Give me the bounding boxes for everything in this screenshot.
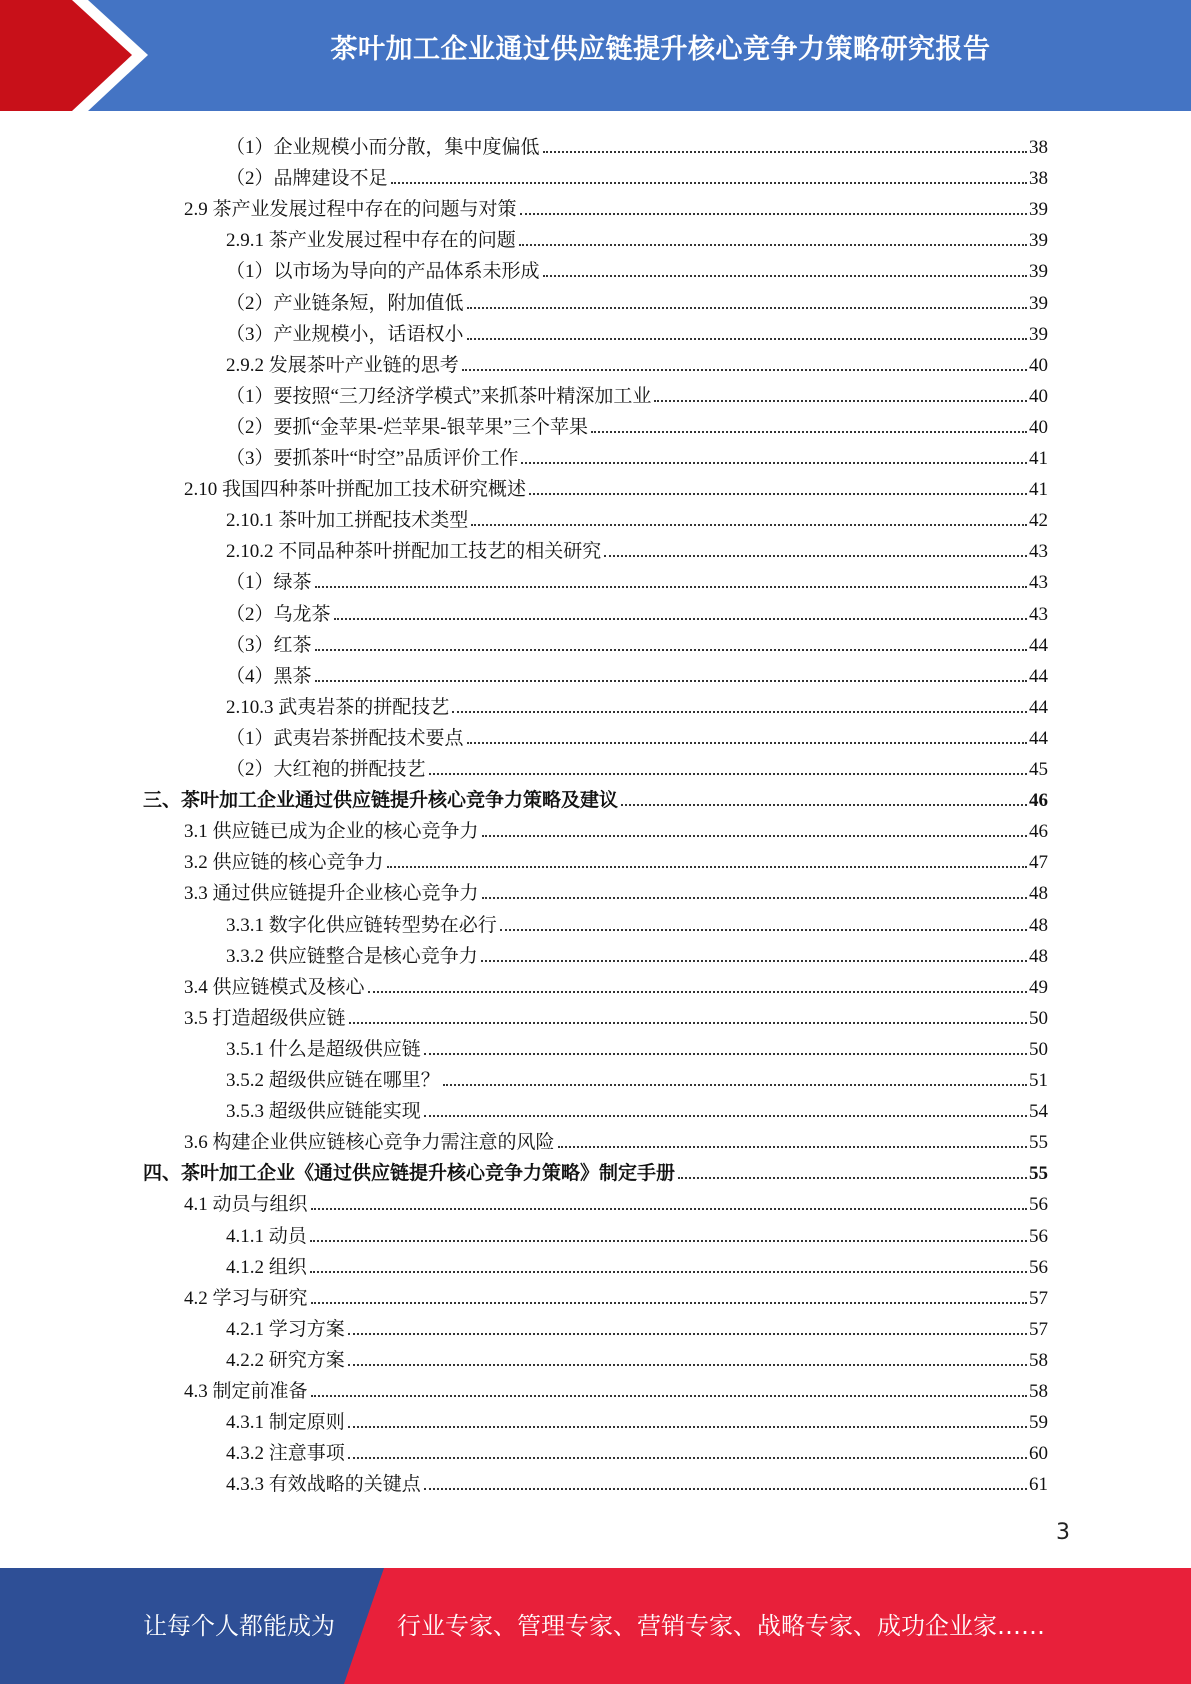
toc-entry[interactable] xyxy=(226,657,1048,688)
toc-entry-page: 61 xyxy=(1029,1474,1048,1496)
toc-entry-label: 4.2.2 研究方案 xyxy=(226,1349,345,1371)
toc-dot-leader xyxy=(311,1395,1027,1397)
toc-entry-page: 39 xyxy=(1029,323,1048,345)
toc-entry-page: 49 xyxy=(1029,976,1048,998)
toc-entry-label: （1）企业规模小而分散，集中度偏低 xyxy=(226,137,540,158)
toc-entry-page: 56 xyxy=(1029,1194,1048,1216)
toc-dot-leader xyxy=(368,991,1027,993)
toc-entry-label: （2）乌龙茶 xyxy=(226,603,331,625)
toc-entry[interactable] xyxy=(226,595,1048,626)
toc-entry-label: 四、茶叶加工企业《通过供应链提升核心竞争力策略》制定手册 xyxy=(143,1163,676,1185)
header-banner xyxy=(0,0,1191,111)
toc-entry-label: 2.9 茶产业发展过程中存在的问题与对策 xyxy=(184,199,517,221)
toc-entry-label: （3）产业规模小，话语权小 xyxy=(226,323,464,345)
toc-entry-label: （1）武夷岩茶拼配技术要点 xyxy=(226,727,464,749)
toc-entry-page: 47 xyxy=(1029,852,1048,874)
toc-entry-label: 4.2 学习与研究 xyxy=(184,1287,308,1309)
toc-dot-leader xyxy=(334,618,1027,620)
toc-entry[interactable] xyxy=(226,408,1048,439)
toc-entry[interactable] xyxy=(226,626,1048,657)
toc-entry-page: 48 xyxy=(1029,883,1048,905)
toc-dot-leader xyxy=(591,431,1027,433)
toc-dot-leader xyxy=(604,555,1027,557)
toc-dot-leader xyxy=(543,275,1027,277)
toc-entry[interactable] xyxy=(226,315,1048,346)
toc-dot-leader xyxy=(349,1022,1027,1024)
toc-entry-page: 58 xyxy=(1029,1349,1048,1371)
toc-entry-label: （3）要抓茶叶“时空”品质评价工作 xyxy=(226,448,519,469)
toc-entry[interactable] xyxy=(184,999,1048,1030)
toc-entry[interactable] xyxy=(226,221,1048,252)
toc-entry-page: 43 xyxy=(1029,541,1048,563)
toc-entry-page: 56 xyxy=(1029,1225,1048,1247)
toc-entry[interactable] xyxy=(226,377,1048,408)
toc-dot-leader xyxy=(311,1302,1027,1304)
toc-entry-page: 41 xyxy=(1029,448,1048,469)
toc-dot-leader xyxy=(348,1333,1027,1335)
toc-dot-leader xyxy=(452,711,1027,713)
toc-entry[interactable] xyxy=(226,750,1048,781)
toc-entry[interactable] xyxy=(226,1310,1048,1341)
toc-dot-leader xyxy=(315,680,1027,682)
toc-entry-page: 55 xyxy=(1029,1163,1048,1185)
toc-entry-label: 4.3 制定前准备 xyxy=(184,1381,308,1402)
toc-entry-label: 2.9.2 发展茶叶产业链的思考 xyxy=(226,354,459,376)
toc-entry-label: 3.1 供应链已成为企业的核心竞争力 xyxy=(184,821,479,843)
toc-dot-leader xyxy=(310,1240,1027,1242)
toc-entry-label: （2）大红袍的拼配技艺 xyxy=(226,759,426,780)
toc-entry-label: 3.5 打造超级供应链 xyxy=(184,1007,346,1029)
toc-entry[interactable] xyxy=(226,937,1048,968)
toc-entry-label: 3.3.2 供应链整合是核心竞争力 xyxy=(226,945,478,967)
toc-entry[interactable] xyxy=(226,906,1048,937)
toc-entry[interactable] xyxy=(184,968,1048,999)
toc-entry-page: 45 xyxy=(1029,759,1048,780)
toc-entry-label: 3.3 通过供应链提升企业核心竞争力 xyxy=(184,883,479,905)
toc-entry-label: 4.3.3 有效战略的关键点 xyxy=(226,1474,421,1496)
toc-entry-page: 51 xyxy=(1029,1070,1048,1091)
toc-entry[interactable] xyxy=(226,128,1048,159)
footer-banner xyxy=(0,1568,1191,1684)
toc-entry-label: （1）以市场为导向的产品体系未形成 xyxy=(226,261,540,283)
toc-dot-leader xyxy=(311,1208,1027,1210)
toc-dot-leader xyxy=(621,804,1027,806)
toc-entry-page: 48 xyxy=(1029,945,1048,967)
toc-entry-label: 2.10.1 茶叶加工拼配技术类型 xyxy=(226,510,469,532)
toc-dot-leader xyxy=(387,866,1027,868)
report-title: 茶叶加工企业通过供应链提升核心竞争力策略研究报告 xyxy=(330,34,991,65)
toc-entry[interactable] xyxy=(226,719,1048,750)
toc-entry[interactable] xyxy=(184,190,1048,221)
toc-dot-leader xyxy=(521,462,1027,464)
toc-entry-page: 39 xyxy=(1029,230,1048,252)
toc-entry-label: 3.4 供应链模式及核心 xyxy=(184,976,365,998)
toc-dot-leader xyxy=(467,338,1027,340)
toc-entry-label: 3.5.3 超级供应链能实现 xyxy=(226,1101,421,1123)
toc-entry-label: 3.6 构建企业供应链核心竞争力需注意的风险 xyxy=(184,1132,555,1154)
toc-entry[interactable] xyxy=(226,1248,1048,1279)
toc-entry-page: 60 xyxy=(1029,1443,1048,1465)
toc-entry[interactable] xyxy=(184,1123,1048,1154)
toc-entry[interactable] xyxy=(226,284,1048,315)
toc-entry[interactable] xyxy=(226,252,1048,283)
toc-entry-page: 58 xyxy=(1029,1381,1048,1402)
page-number: 3 xyxy=(1056,1520,1070,1545)
toc-entry-page: 46 xyxy=(1029,790,1048,812)
toc-entry-label: 4.3.1 制定原则 xyxy=(226,1412,345,1434)
toc-entry[interactable] xyxy=(226,1465,1048,1496)
toc-entry-label: 2.10.2 不同品种茶叶拼配加工技艺的相关研究 xyxy=(226,541,602,563)
toc-entry[interactable] xyxy=(184,1372,1048,1403)
toc-entry[interactable] xyxy=(226,1030,1048,1061)
toc-entry-page: 39 xyxy=(1029,199,1048,221)
toc-entry-label: （1）绿茶 xyxy=(226,572,312,594)
toc-entry[interactable] xyxy=(226,688,1048,719)
toc-entry-label: 2.10 我国四种茶叶拼配加工技术研究概述 xyxy=(184,479,527,501)
toc-entry[interactable] xyxy=(184,843,1048,874)
toc-entry[interactable] xyxy=(226,563,1048,594)
toc-entry[interactable] xyxy=(143,1154,1048,1185)
toc-dot-leader xyxy=(348,1457,1027,1459)
toc-entry-label: （4）黑茶 xyxy=(226,665,312,687)
toc-entry-page: 43 xyxy=(1029,572,1048,594)
toc-entry-page: 50 xyxy=(1029,1007,1048,1029)
toc-dot-leader xyxy=(424,1115,1027,1117)
toc-entry[interactable] xyxy=(226,501,1048,532)
toc-entry-label: 2.10.3 武夷岩茶的拼配技艺 xyxy=(226,696,450,718)
toc-entry-label: 3.5.2 超级供应链在哪里？ xyxy=(226,1070,440,1091)
toc-entry-page: 39 xyxy=(1029,292,1048,314)
toc-entry-label: （1）要按照“三刀经济学模式”来抓茶叶精深加工业 xyxy=(226,385,652,407)
footer-slogan-right: 行业专家、管理专家、营销专家、战略专家、成功企业家…… xyxy=(397,1612,1045,1640)
toc-dot-leader xyxy=(520,213,1027,215)
toc-entry-label: 三、茶叶加工企业通过供应链提升核心竞争力策略及建议 xyxy=(143,790,619,812)
toc-dot-leader xyxy=(315,649,1027,651)
toc-dot-leader xyxy=(519,244,1027,246)
toc-dot-leader xyxy=(654,400,1027,402)
toc-entry-page: 44 xyxy=(1029,696,1048,718)
footer-slogan-left: 让每个人都能成为 xyxy=(143,1612,335,1640)
toc-entry-page: 48 xyxy=(1029,914,1048,936)
toc-dot-leader xyxy=(543,151,1027,153)
toc-entry[interactable] xyxy=(184,874,1048,905)
toc-entry-page: 42 xyxy=(1029,510,1048,532)
toc-entry[interactable] xyxy=(184,1185,1048,1216)
toc-dot-leader xyxy=(310,1271,1027,1273)
toc-dot-leader xyxy=(678,1177,1027,1179)
toc-entry-label: 3.5.1 什么是超级供应链 xyxy=(226,1038,421,1060)
toc-dot-leader xyxy=(529,493,1027,495)
toc-entry-page: 38 xyxy=(1029,137,1048,158)
toc-entry-label: 4.2.1 学习方案 xyxy=(226,1318,345,1340)
toc-dot-leader xyxy=(481,960,1027,962)
toc-entry[interactable] xyxy=(226,159,1048,190)
toc-entry[interactable] xyxy=(143,781,1048,812)
toc-dot-leader xyxy=(391,182,1027,184)
toc-entry[interactable] xyxy=(226,1341,1048,1372)
toc-dot-leader xyxy=(424,1488,1027,1490)
toc-dot-leader xyxy=(467,742,1027,744)
toc-dot-leader xyxy=(467,307,1027,309)
toc-entry-label: 4.3.2 注意事项 xyxy=(226,1443,345,1465)
toc-entry-page: 54 xyxy=(1029,1101,1048,1123)
toc-entry-page: 40 xyxy=(1029,416,1048,438)
toc-entry-label: （2）品牌建设不足 xyxy=(226,168,388,190)
toc-entry[interactable] xyxy=(226,1092,1048,1123)
toc-entry-page: 57 xyxy=(1029,1287,1048,1309)
toc-entry-page: 40 xyxy=(1029,385,1048,407)
toc-dot-leader xyxy=(348,1364,1027,1366)
toc-dot-leader xyxy=(315,586,1027,588)
toc-entry-page: 43 xyxy=(1029,603,1048,625)
toc-entry-page: 57 xyxy=(1029,1318,1048,1340)
toc-entry-page: 44 xyxy=(1029,727,1048,749)
toc-entry-label: 4.1 动员与组织 xyxy=(184,1194,308,1216)
toc-entry[interactable] xyxy=(184,812,1048,843)
toc-entry[interactable] xyxy=(226,1403,1048,1434)
toc-entry[interactable] xyxy=(226,532,1048,563)
toc-entry-label: 2.9.1 茶产业发展过程中存在的问题 xyxy=(226,230,516,252)
toc-entry[interactable] xyxy=(226,1434,1048,1465)
toc-entry[interactable] xyxy=(184,1279,1048,1310)
toc-dot-leader xyxy=(482,835,1027,837)
toc-dot-leader xyxy=(348,1426,1027,1428)
toc-entry[interactable] xyxy=(226,439,1048,470)
toc-entry-page: 55 xyxy=(1029,1132,1048,1154)
toc-entry-label: （3）红茶 xyxy=(226,634,312,656)
toc-entry-page: 59 xyxy=(1029,1412,1048,1434)
toc-dot-leader xyxy=(500,929,1027,931)
toc-entry[interactable] xyxy=(226,1061,1048,1092)
toc-entry-page: 39 xyxy=(1029,261,1048,283)
toc-entry[interactable] xyxy=(226,346,1048,377)
toc-entry-label: （2）产业链条短，附加值低 xyxy=(226,292,464,314)
toc-dot-leader xyxy=(443,1084,1027,1086)
toc-entry[interactable] xyxy=(226,1217,1048,1248)
toc-dot-leader xyxy=(558,1146,1027,1148)
toc-entry-label: （2）要抓“金苹果-烂苹果-银苹果”三个苹果 xyxy=(226,416,589,438)
toc-entry-page: 50 xyxy=(1029,1038,1048,1060)
toc-entry-page: 56 xyxy=(1029,1256,1048,1278)
toc-entry-page: 38 xyxy=(1029,168,1048,190)
toc-entry-label: 3.2 供应链的核心竞争力 xyxy=(184,852,384,874)
toc-dot-leader xyxy=(462,369,1027,371)
toc-dot-leader xyxy=(429,773,1027,775)
toc-entry-page: 46 xyxy=(1029,821,1048,843)
toc-entry-page: 44 xyxy=(1029,665,1048,687)
toc-dot-leader xyxy=(471,524,1027,526)
toc-entry-label: 4.1.1 动员 xyxy=(226,1225,307,1247)
toc-entry-page: 40 xyxy=(1029,354,1048,376)
toc-entry-page: 44 xyxy=(1029,634,1048,656)
toc-entry[interactable] xyxy=(184,470,1048,501)
toc-dot-leader xyxy=(482,897,1027,899)
toc-entry-page: 41 xyxy=(1029,479,1048,501)
toc-entry-label: 4.1.2 组织 xyxy=(226,1256,307,1278)
toc-dot-leader xyxy=(424,1053,1027,1055)
toc-entry-label: 3.3.1 数字化供应链转型势在必行 xyxy=(226,914,497,936)
